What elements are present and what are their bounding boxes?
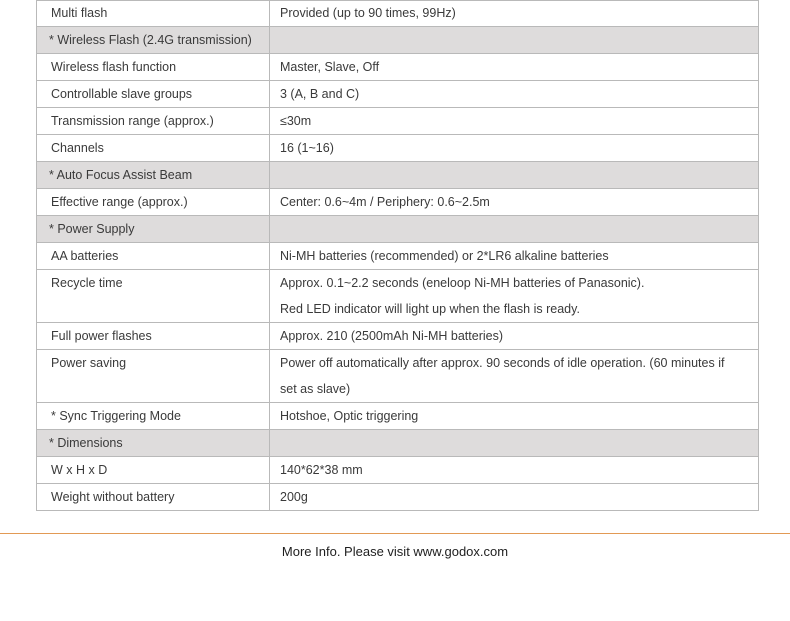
spec-value-line: Red LED indicator will light up when the flash is ready. bbox=[280, 302, 580, 316]
spec-value bbox=[270, 189, 759, 216]
spec-label: Multi flash bbox=[37, 1, 270, 27]
spec-value-line: 3 (A, B and C) bbox=[280, 87, 360, 101]
section-header-wireless-flash bbox=[37, 27, 759, 54]
spec-row-w-h-d bbox=[37, 457, 759, 484]
spec-label: Effective range (approx.) bbox=[37, 189, 270, 216]
spec-value-line: Ni-MH batteries (recommended) or 2*LR6 alkaline batteries bbox=[280, 249, 609, 263]
section-empty-cell bbox=[270, 430, 759, 457]
spec-row-weight-without-battery bbox=[37, 484, 759, 511]
spec-label: Weight without battery bbox=[37, 484, 270, 511]
spec-value bbox=[270, 484, 759, 511]
spec-label: AA batteries bbox=[37, 243, 270, 270]
spec-value bbox=[270, 243, 759, 270]
section-header-power-supply bbox=[37, 216, 759, 243]
section-empty-cell bbox=[270, 27, 759, 54]
section-header-dimensions bbox=[37, 430, 759, 457]
spec-row-wireless-flash-function bbox=[37, 54, 759, 81]
section-title: * Power Supply bbox=[37, 216, 270, 243]
spec-value-line: Center: 0.6~4m / Periphery: 0.6~2.5m bbox=[280, 195, 490, 209]
spec-label: Channels bbox=[37, 135, 270, 162]
section-empty-cell bbox=[270, 216, 759, 243]
section-header-auto-focus-assist-beam bbox=[37, 162, 759, 189]
spec-row-effective-range bbox=[37, 189, 759, 216]
spec-value bbox=[270, 403, 759, 430]
spec-value bbox=[270, 350, 759, 403]
section-title: * Auto Focus Assist Beam bbox=[37, 162, 270, 189]
spec-row-power-saving bbox=[37, 350, 759, 403]
spec-value-line: 16 (1~16) bbox=[280, 141, 334, 155]
spec-value bbox=[270, 323, 759, 350]
spec-value bbox=[270, 108, 759, 135]
spec-row-recycle-time bbox=[37, 270, 759, 323]
spec-value-line: Hotshoe, Optic triggering bbox=[280, 409, 419, 423]
section-title: * Dimensions bbox=[37, 430, 270, 457]
spec-row-aa-batteries bbox=[37, 243, 759, 270]
spec-value-line: 140*62*38 mm bbox=[280, 463, 363, 477]
spec-label: W x H x D bbox=[37, 457, 270, 484]
spec-row-multi-flash bbox=[37, 1, 759, 27]
footer-info-text: More Info. Please visit www.godox.com bbox=[281, 544, 509, 559]
spec-row-channels bbox=[37, 135, 759, 162]
spec-label: Controllable slave groups bbox=[37, 81, 270, 108]
spec-row-controllable-slave-groups bbox=[37, 81, 759, 108]
spec-label: Power saving bbox=[37, 350, 270, 403]
spec-value-line: Approx. 210 (2500mAh Ni-MH batteries) bbox=[280, 329, 504, 343]
spec-value bbox=[270, 54, 759, 81]
spec-row-transmission-range bbox=[37, 108, 759, 135]
spec-value bbox=[270, 1, 759, 27]
footer-divider bbox=[0, 533, 790, 534]
spec-value-line: Provided (up to 90 times, 99Hz) bbox=[280, 6, 456, 20]
spec-value-line: 200g bbox=[280, 490, 308, 504]
section-title: * Wireless Flash (2.4G transmission) bbox=[37, 27, 270, 54]
spec-label: Full power flashes bbox=[37, 323, 270, 350]
spec-value-line: set as slave) bbox=[280, 382, 351, 396]
spec-value-line: ≤30m bbox=[280, 114, 312, 128]
spec-row-sync-triggering-mode bbox=[37, 403, 759, 430]
section-empty-cell bbox=[270, 162, 759, 189]
spec-label: Transmission range (approx.) bbox=[37, 108, 270, 135]
specifications-table-body bbox=[37, 1, 759, 511]
spec-value bbox=[270, 81, 759, 108]
spec-value bbox=[270, 270, 759, 323]
spec-value-line: Power off automatically after approx. 90 seconds of idle operation. (60 minutes if bbox=[280, 356, 725, 370]
specifications-table bbox=[36, 0, 759, 511]
spec-value bbox=[270, 135, 759, 162]
spec-value-line: Approx. 0.1~2.2 seconds (eneloop Ni-MH batteries of Panasonic). bbox=[280, 276, 645, 290]
spec-label: * Sync Triggering Mode bbox=[37, 403, 270, 430]
spec-row-full-power-flashes bbox=[37, 323, 759, 350]
spec-label: Recycle time bbox=[37, 270, 270, 323]
spec-value-line: Master, Slave, Off bbox=[280, 60, 380, 74]
spec-value bbox=[270, 457, 759, 484]
spec-label: Wireless flash function bbox=[37, 54, 270, 81]
